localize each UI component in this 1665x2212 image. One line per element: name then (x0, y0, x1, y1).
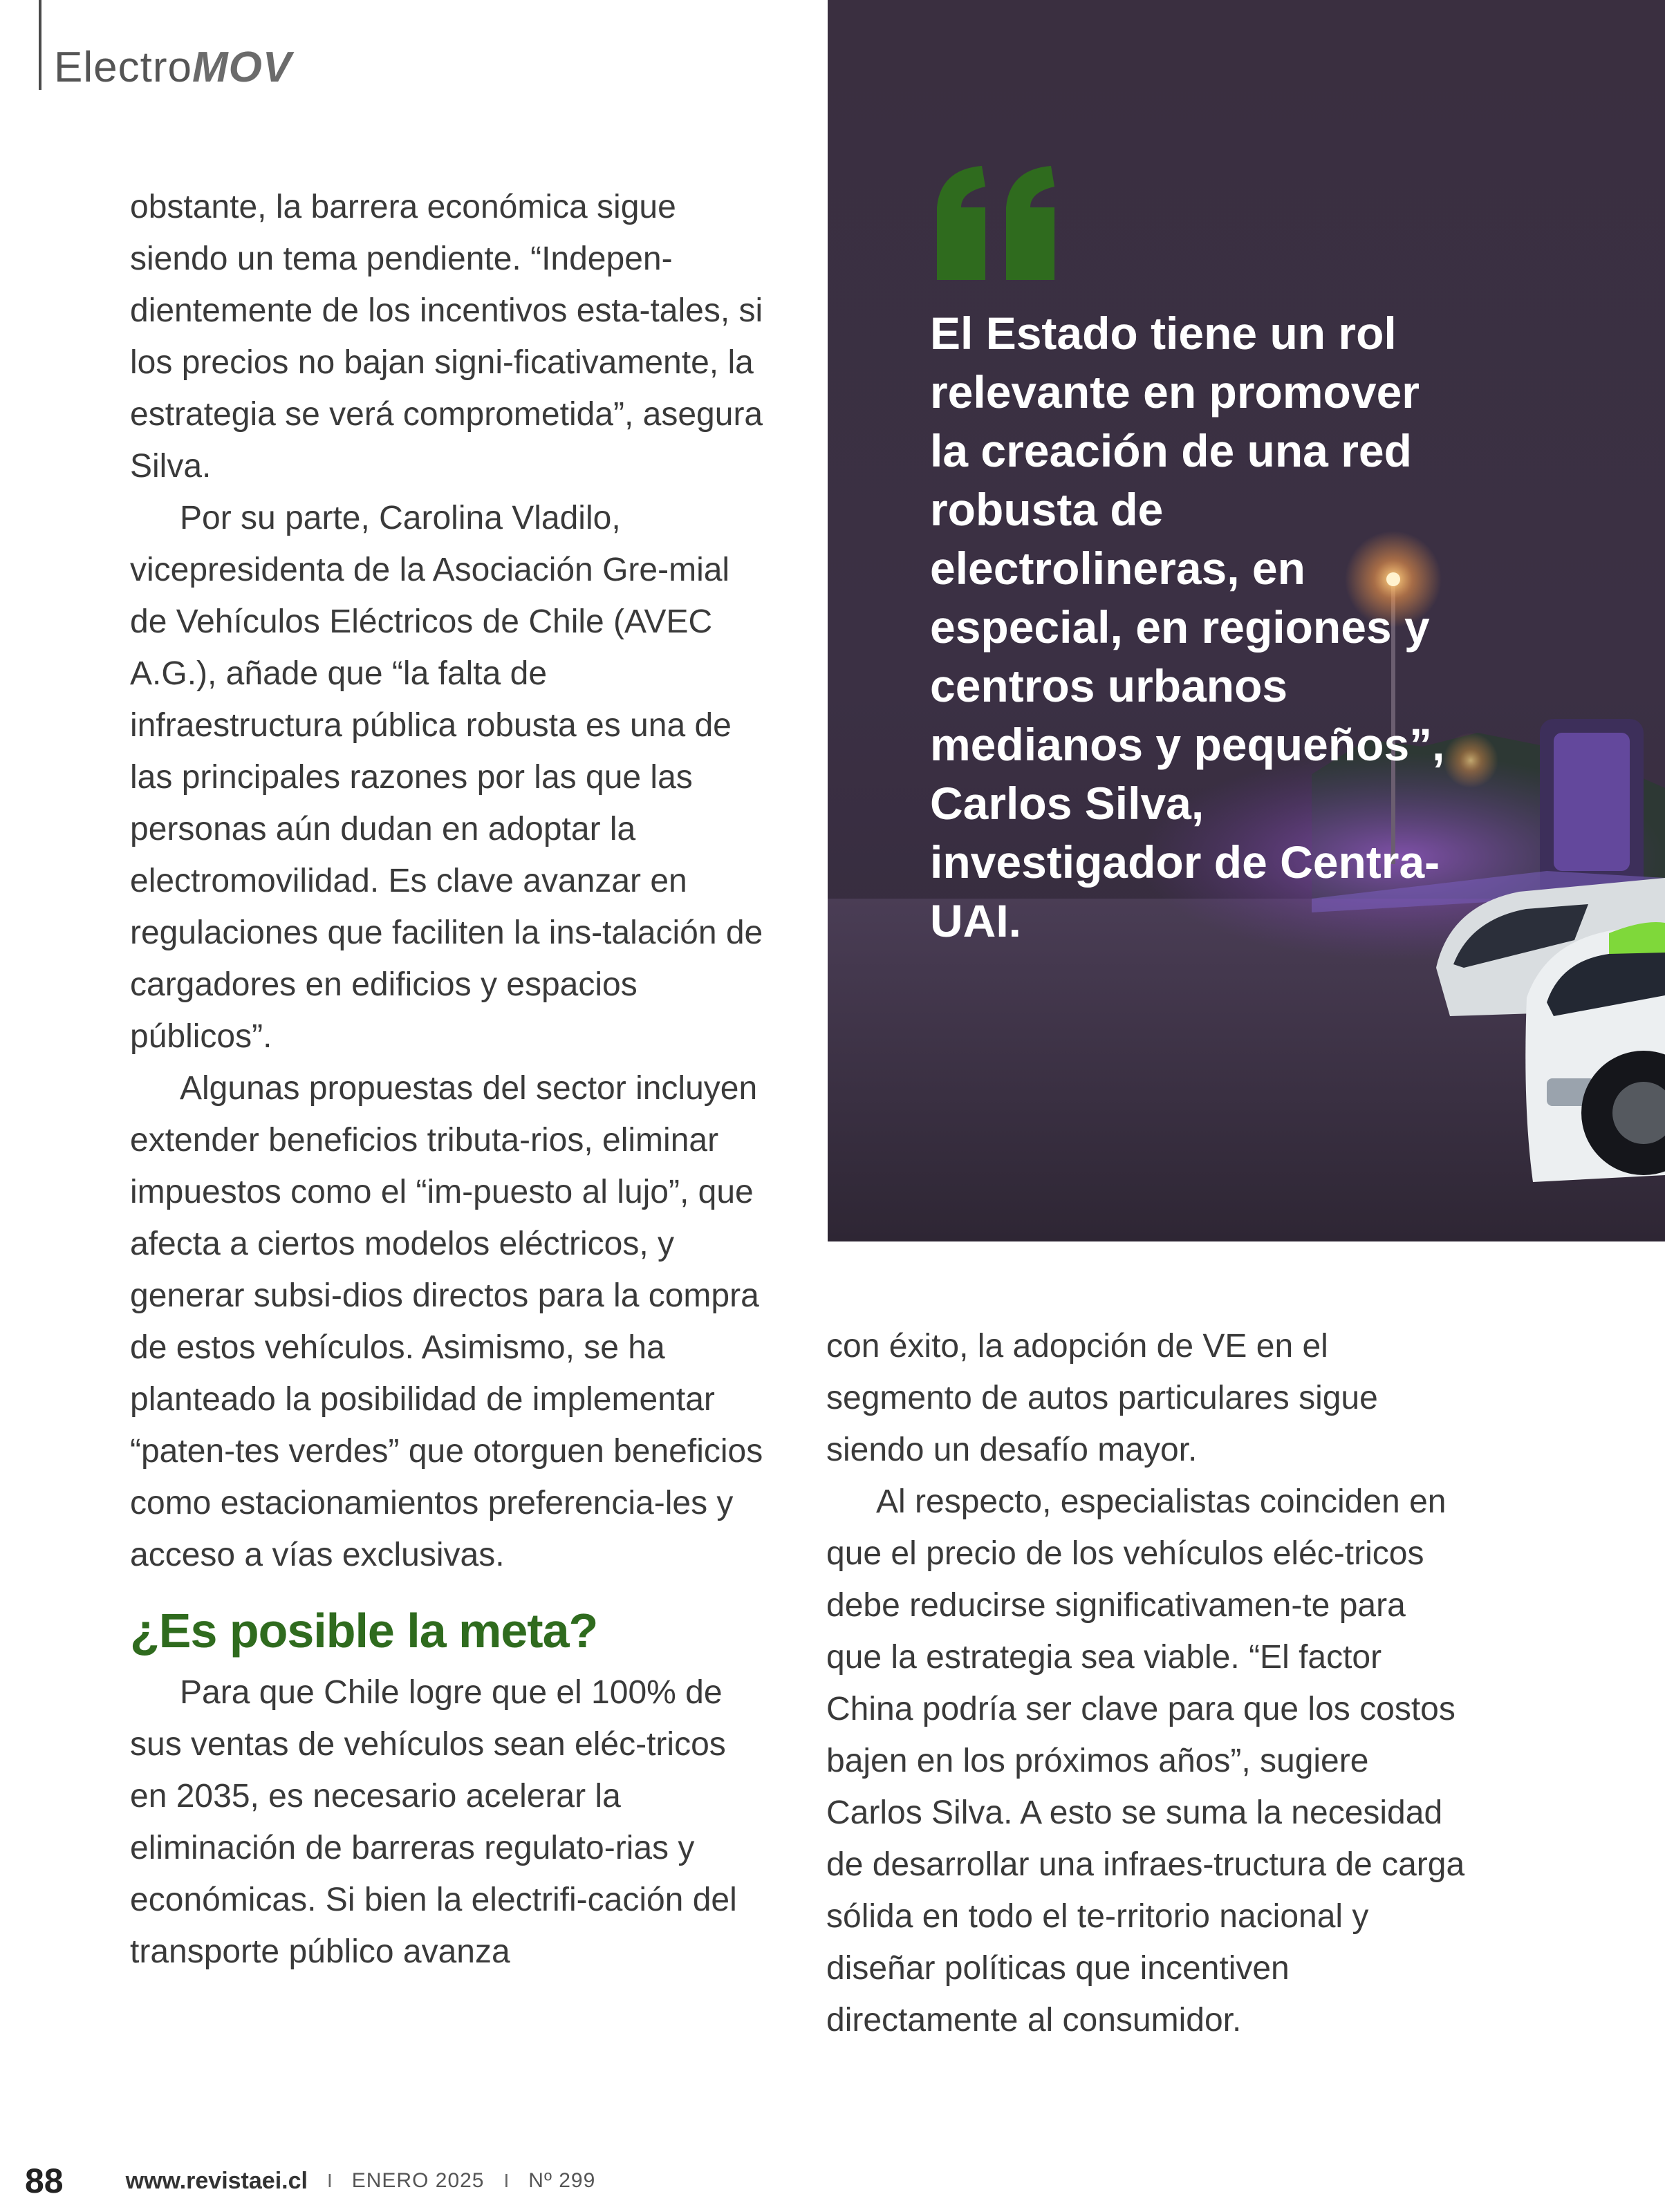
left-paragraph-3: Algunas propuestas del sector incluyen extender beneficios tributa-rios, eliminar impuestos como el “im-puesto al lujo”, que afecta a ciertos modelos eléctricos, y generar subsi-dios directos para la compra de estos vehículos. Asimismo, se ha planteado la posibilidad de implementar “paten-tes verdes” que otorguen beneficios como estacionamientos preferencia-les y acceso a vías exclusivas. (130, 1070, 763, 1573)
issue-number: Nº 299 (528, 2169, 596, 2192)
subheading: ¿Es posible la meta? (130, 1604, 598, 1658)
pull-quote-text: El Estado tiene un rol relevante en promover la creación de una red robusta de electrolineras, en especial, en regiones y centros urbanos medianos y pequeños”, Carlos Silva, investigador de Centra-UAI. (930, 308, 1445, 946)
right-column (826, 1320, 1469, 2046)
section-title-light: Electro (54, 44, 192, 91)
footer-separator-1: I (326, 2170, 333, 2191)
website-link[interactable]: www.revistaei.cl (125, 2167, 308, 2194)
left-paragraph-2: Por su parte, Carolina Vladilo, vicepresidenta de la Asociación Gre-mial de Vehículos Eléctricos de Chile (AVEC A.G.), añade que “la falta de infraestructura pública robusta es una de las principales razones por las que las personas aún dudan en adoptar la electromovilidad. Es clave avanzar en regulaciones que faciliten la ins-talación de cargadores en edificios y espacios públicos”. (130, 500, 763, 1055)
left-column (130, 181, 766, 1978)
section-title-bold: MOV (192, 44, 292, 91)
page-number: 88 (25, 2162, 64, 2200)
section-title (54, 43, 292, 92)
footer (25, 2157, 595, 2205)
quote-mark-icon (930, 159, 1061, 290)
right-paragraph-1: con éxito, la adopción de VE en el segmento de autos particulares sigue siendo un desafío mayor. (826, 1328, 1378, 1468)
left-paragraph-4: Para que Chile logre que el 100% de sus ventas de vehículos sean eléc-tricos en 2035, es necesario acelerar la eliminación de barreras regulato-rias y económicas. Si bien la electrifi-cación del transporte público avanza (130, 1674, 737, 1970)
left-paragraph-1: obstante, la barrera económica sigue siendo un tema pendiente. “Indepen-dientemente de los incentivos esta-tales, si los precios no bajan signi-ficativamente, la estrategia se verá comprometida”, asegura Silva. (130, 189, 763, 485)
right-paragraph-2: Al respecto, especialistas coinciden en que el precio de los vehículos eléc-tricos debe reducirse significativamen-te para que la estrategia sea viable. “El factor China podría ser clave para que los costos bajen en los próximos años”, sugiere Carlos Silva. A esto se suma la necesidad de desarrollar una infraes-tructura de carga sólida en todo el te-rritorio nacional y diseñar políticas que incentiven directamente al consumidor. (826, 1483, 1465, 2038)
footer-separator-2: I (503, 2170, 510, 2191)
section-rule (39, 0, 41, 90)
issue-date: ENERO 2025 (351, 2169, 485, 2192)
